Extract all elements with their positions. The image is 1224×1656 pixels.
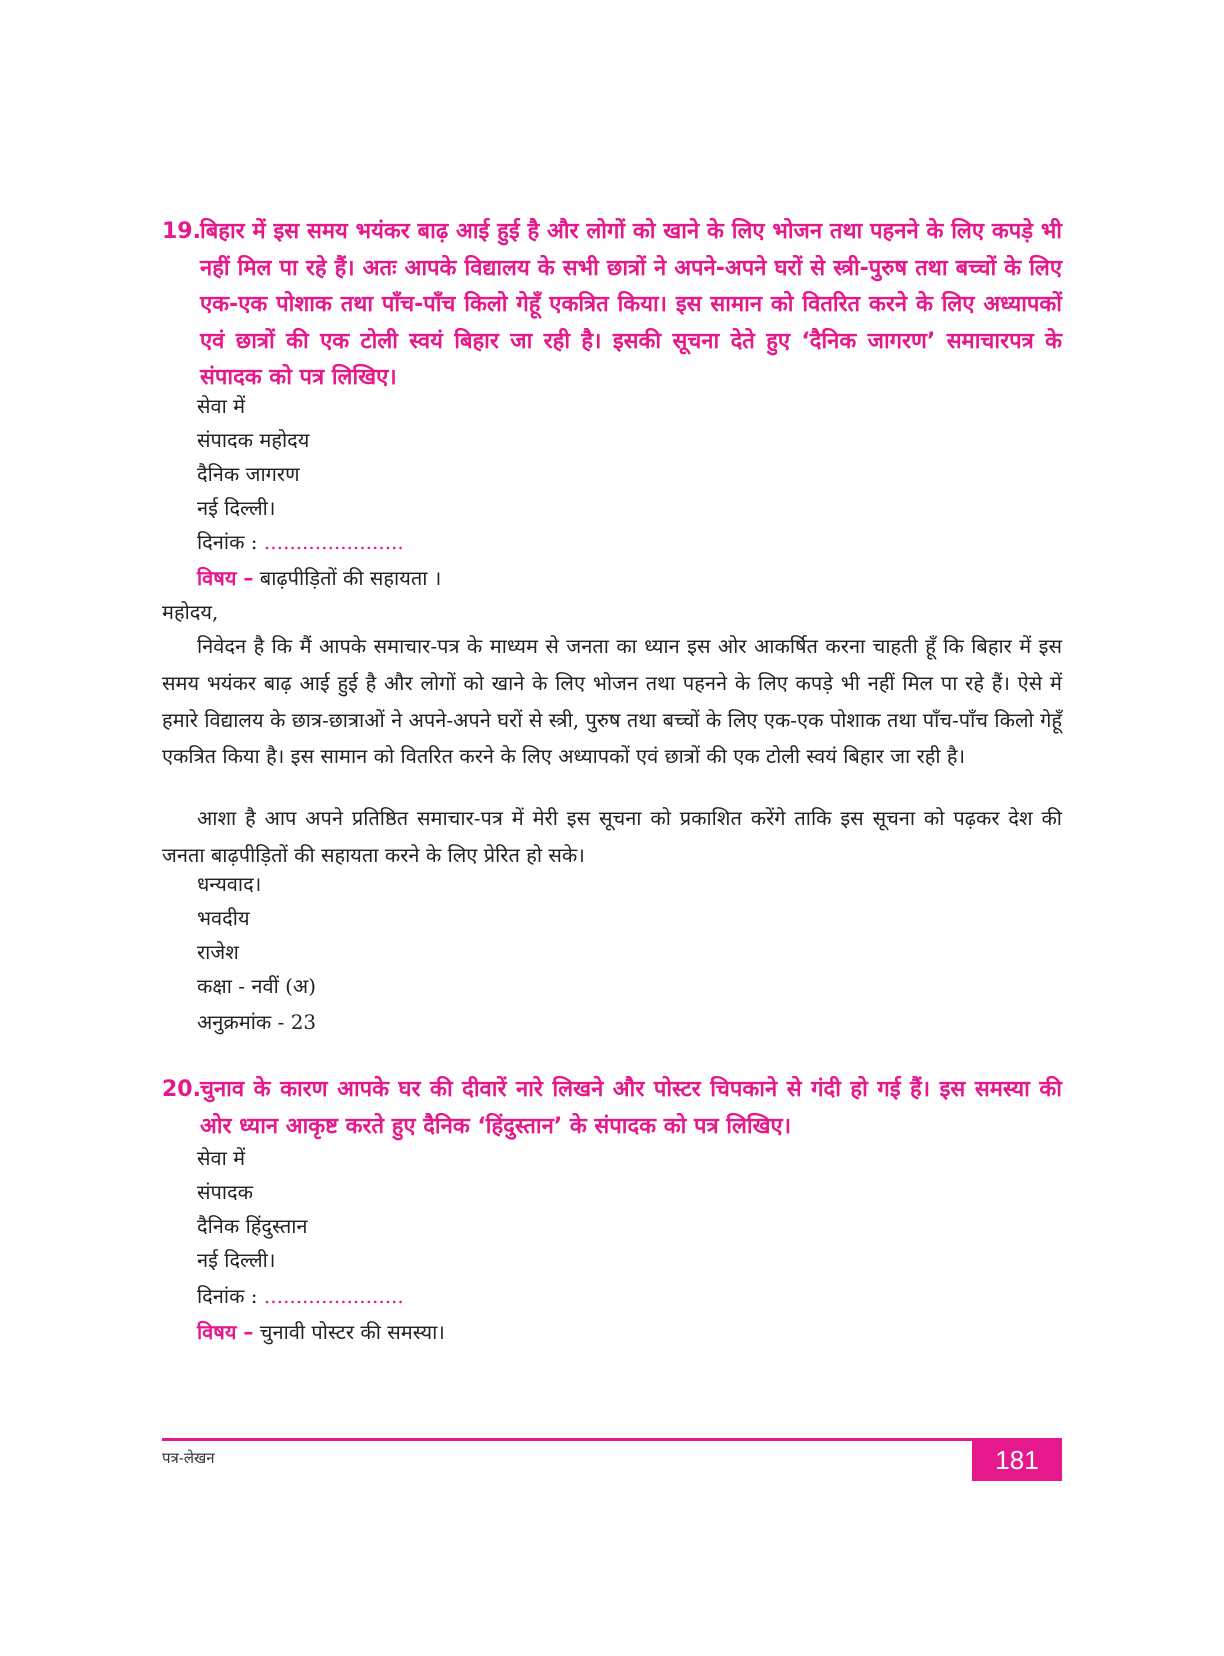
- date-dots: ......................: [263, 530, 404, 554]
- closing-line: भवदीय: [197, 906, 250, 930]
- subject-line: [197, 1318, 445, 1346]
- page-number-badge: 181: [972, 1439, 1062, 1481]
- address-line: दैनिक हिंदुस्तान: [197, 1214, 308, 1238]
- date-dots: ......................: [263, 1284, 404, 1308]
- date-line: [197, 528, 404, 556]
- salutation: महोदय,: [162, 600, 219, 624]
- subject-label: विषय –: [197, 1320, 254, 1344]
- date-line: [197, 1282, 404, 1310]
- question-number: 20.: [162, 1077, 201, 1102]
- footer-rule: [162, 1438, 1062, 1441]
- subject-line: [197, 564, 441, 592]
- letter-paragraph: निवेदन है कि मैं आपके समाचार-पत्र के माध्यम से जनता का ध्यान इस ओर आकर्षित करना चाहती हूँ कि बिहार में इस समय भयंकर बाढ़ आई हुई है और लोगों को खाने के लिए भोजन तथा पहनने के लिए कपड़े भी नहीं मिल पा रहे हैं। ऐसे में हमारे विद्यालय के छात्र-छात्राओं ने अपने-अपने घरों से स्त्री, पुरुष तथा बच्चों के लिए एक-एक पोशाक तथा पाँच-पाँच किलो गेहूँ एकत्रित किया है। इस सामान को वितरित करने के लिए अध्यापकों एवं छात्रों की एक टोली स्वयं बिहार जा रही है।: [162, 634, 1063, 769]
- sender-roll-number: अनुक्रमांक - 23: [197, 1010, 317, 1034]
- address-line: संपादक महोदय: [197, 428, 310, 452]
- address-line: संपादक: [197, 1180, 254, 1204]
- address-line: दैनिक जागरण: [197, 462, 300, 486]
- date-label: दिनांक :: [197, 1284, 258, 1308]
- sender-class: कक्षा - नवीं (अ): [197, 974, 316, 998]
- closing-line: धन्यवाद।: [197, 872, 262, 896]
- date-label: दिनांक :: [197, 530, 258, 554]
- address-line: सेवा में: [197, 394, 246, 418]
- question-number: 19.: [162, 219, 201, 244]
- letter-paragraph: आशा है आप अपने प्रतिष्ठित समाचार-पत्र में मेरी इस सूचना को प्रकाशित करेंगे ताकि इस सूचना को पढ़कर देश की जनता बाढ़पीड़ितों की सहायता करने के लिए प्रेरित हो सके।: [162, 806, 1062, 867]
- question-19: [162, 214, 1062, 397]
- subject-text: चुनावी पोस्टर की समस्या।: [259, 1320, 445, 1344]
- question-text: बिहार में इस समय भयंकर बाढ़ आई हुई है और लोगों को खाने के लिए भोजन तथा पहनने के लिए कपड़े भी नहीं मिल पा रहे हैं। अतः आपके विद्यालय के सभी छात्रों ने अपने-अपने घरों से स्त्री-पुरुष तथा बच्चों के लिए एक-एक पोशाक तथा पाँच-पाँच किलो गेहूँ एकत्रित किया। इस सामान को वितरित करने के लिए अध्यापकों एवं छात्रों की एक टोली स्वयं बिहार जा रही है। इसकी सूचना देते हुए ‘दैनिक जागरण’ समाचारपत्र के संपादक को पत्र लिखिए।: [200, 219, 1062, 390]
- question-20: [162, 1072, 1062, 1145]
- sender-name: राजेश: [197, 940, 239, 964]
- question-text: चुनाव के कारण आपके घर की दीवारें नारे लिखने और पोस्टर चिपकाने से गंदी हो गई हैं। इस समस्या की ओर ध्यान आकृष्ट करते हुए दैनिक ‘हिंदुस्तान’ के संपादक को पत्र लिखिए।: [200, 1077, 1062, 1139]
- address-line: नई दिल्ली।: [197, 1248, 276, 1272]
- subject-text: बाढ़पीड़ितों की सहायता ।: [259, 566, 442, 590]
- address-line: नई दिल्ली।: [197, 496, 276, 520]
- subject-label: विषय –: [197, 566, 254, 590]
- chapter-label: पत्र-लेखन: [162, 1449, 215, 1467]
- address-line: सेवा में: [197, 1146, 246, 1170]
